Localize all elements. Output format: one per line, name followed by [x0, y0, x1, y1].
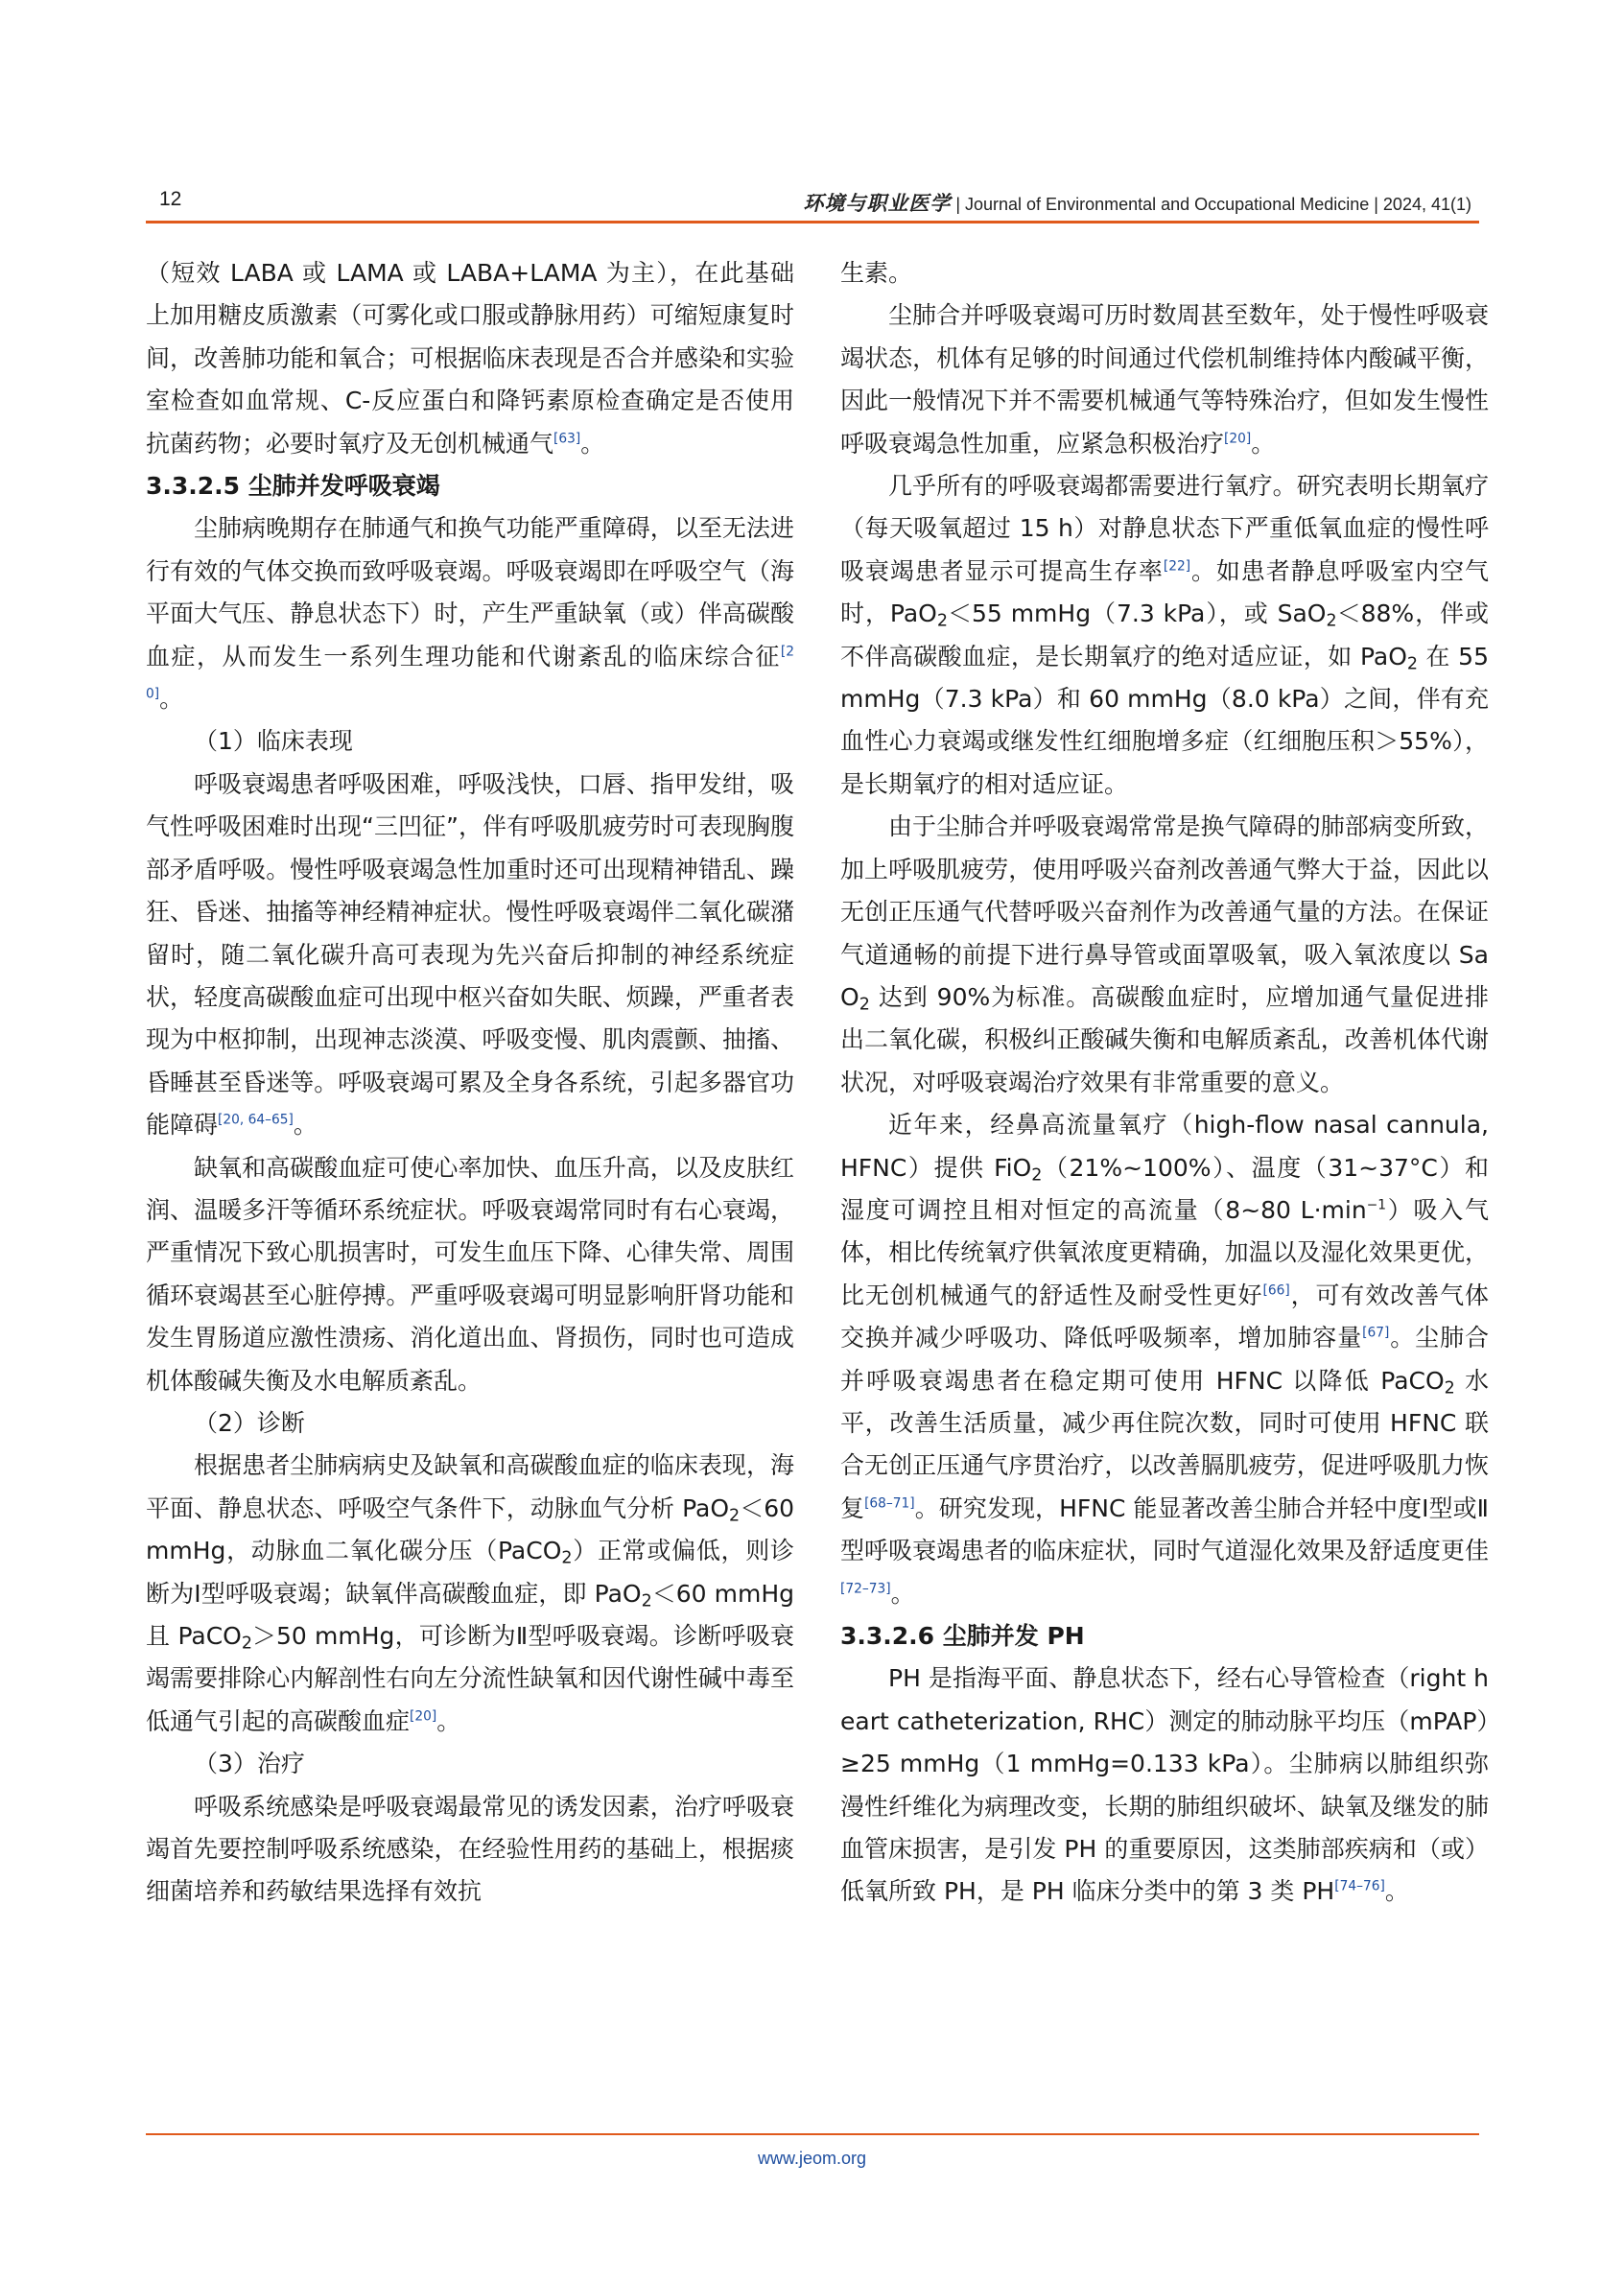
- text-run: PH 是指海平面、静息状态下，经右心导管检查（right heart catheterization, RHC）测定的肺动脉平均压（mPAP）≥25 mmHg（1 mmHg=0.133 kPa）。尘肺病以肺组织弥漫性纤维化为病理改变，长期的肺组织破坏、缺氧及继发的肺血管床损害，是引发 PH 的重要原因，这类肺部疾病和（或）低氧所致 PH，是 PH 临床分类中的第 3 类 PH: [840, 1664, 1489, 1906]
- citation-ref: [74–76]: [1334, 1878, 1385, 1894]
- text-run: 。: [1251, 429, 1276, 458]
- text-run: 生素。: [840, 259, 913, 287]
- paragraph: [146, 1786, 794, 1914]
- paragraph: [146, 507, 794, 720]
- text-run: 在 55 mmHg（7.3 kPa）和 60 mmHg（8.0 kPa）之间，伴有充血性心力衰竭或继发性红细胞增多症（红细胞压积＞55%），是长期氧疗的相对适应证。: [840, 642, 1489, 798]
- text-run: 呼吸衰竭患者呼吸困难，呼吸浅快，口唇、指甲发绀，吸气性呼吸困难时出现“三凹征”，伴有呼吸肌疲劳时可表现胸腹部矛盾呼吸。慢性呼吸衰竭急性加重时还可出现精神错乱、躁狂、昏迷、抽搐等神经精神症状。慢性呼吸衰竭伴二氧化碳潴留时，随二氧化碳升高可表现为先兴奋后抑制的神经系统症状，轻度高碳酸血症可出现中枢兴奋如失眠、烦躁，严重者表现为中枢抑制，出现神志淡漠、呼吸变慢、肌肉震颤、抽搐、昏睡甚至昏迷等。呼吸衰竭可累及全身各系统，引起多器官功能障碍: [146, 769, 794, 1140]
- text-run: 。: [159, 685, 184, 714]
- subscript: 2: [1031, 1164, 1043, 1185]
- text-run: 。: [890, 1579, 915, 1608]
- journal-title-en: | Journal of Environmental and Occupational Medicine | 2024, 41(1): [951, 195, 1471, 214]
- text-run: ，可有效改善气体交换并减少呼吸功、降低呼吸频率，增加肺容量: [840, 1281, 1489, 1352]
- paragraph: [146, 1445, 794, 1743]
- text-run: ）正常或偏低，则诊断为Ⅰ型呼吸衰竭；缺氧伴高碳酸血症，即 PaO: [146, 1537, 794, 1608]
- text-run: ＞50 mmHg，可诊断为Ⅱ型呼吸衰竭。诊断呼吸衰竭需要排除心内解剖性右向左分流性缺氧和因代谢性碱中毒至低通气引起的高碳酸血症: [146, 1622, 794, 1735]
- text-run: 达到 90%为标准。高碳酸血症时，应增加通气量促进排出二氧化碳，积极纠正酸碱失衡和电解质紊乱，改善机体代谢状况，对呼吸衰竭治疗效果有非常重要的意义。: [840, 982, 1489, 1096]
- text-run: 呼吸系统感染是呼吸衰竭最常见的诱发因素，治疗呼吸衰竭首先要控制呼吸系统感染，在经验性用药的基础上，根据痰细菌培养和药敏结果选择有效抗: [146, 1792, 794, 1906]
- text-run: 水平，改善生活质量，减少再住院次数，同时可使用 HFNC 联合无创正压通气序贯治疗，以改善膈肌疲劳，促进呼吸肌力恢复: [840, 1366, 1489, 1522]
- text-run: 。: [580, 429, 605, 458]
- text-run: 根据患者尘肺病病史及缺氧和高碳酸血症的临床表现，海平面、静息状态、呼吸空气条件下，动脉血气分析 PaO: [146, 1451, 794, 1522]
- text-run: 。研究发现，HFNC 能显著改善尘肺合并轻中度Ⅰ型或Ⅱ型呼吸衰竭患者的临床症状，同时气道湿化效果及舒适度更佳: [840, 1493, 1489, 1565]
- text-run: ＜60 mmHg 且 PaCO: [146, 1579, 794, 1650]
- text-run: 。尘肺合并呼吸衰竭患者在稳定期可使用 HFNC 以降低 PaCO: [840, 1324, 1489, 1395]
- citation-ref: [66]: [1262, 1282, 1290, 1299]
- paragraph: [840, 1658, 1489, 1913]
- header-rule: [146, 221, 1479, 223]
- subscript: 2: [1444, 1377, 1455, 1398]
- section-heading: 3.3.2.6 尘肺并发 PH: [840, 1622, 1085, 1650]
- subscript: 2: [859, 995, 870, 1015]
- paragraph: [840, 252, 1489, 294]
- citation-ref: [63]: [553, 431, 581, 446]
- subscript: 2: [1326, 611, 1337, 631]
- citation-ref: [20]: [1224, 431, 1252, 446]
- subscript: 2: [241, 1634, 252, 1654]
- citation-ref: [20]: [410, 1708, 437, 1725]
- paragraph: [146, 1147, 794, 1402]
- text-run: 近年来，经鼻高流量氧疗（high-flow nasal cannula, HFNC）提供 FiO: [840, 1111, 1489, 1182]
- text-run: 。: [293, 1111, 318, 1140]
- page-header: [146, 184, 1479, 223]
- text-run: 尘肺病晚期存在肺通气和换气功能严重障碍，以至无法进行有效的气体交换而致呼吸衰竭。呼吸衰竭即在呼吸空气（海平面大气压、静息状态下）时，产生严重缺氧（或）伴高碳酸血症，从而发生一系列生理功能和代谢紊乱的临床综合征: [146, 514, 794, 670]
- subsection-label: （2）诊断: [194, 1408, 305, 1437]
- subsection-label: （3）治疗: [194, 1750, 305, 1778]
- text-run: 。如患者静息呼吸室内空气时，PaO: [840, 556, 1489, 628]
- text-run: 由于尘肺合并呼吸衰竭常常是换气障碍的肺部病变所致，加上呼吸肌疲劳，使用呼吸兴奋剂改善通气弊大于益，因此以无创正压通气代替呼吸兴奋剂作为改善通气量的方法。在保证气道通畅的前提下进行鼻导管或面罩吸氧，吸入氧浓度以 SaO: [840, 812, 1489, 1011]
- left-column: [146, 252, 794, 1914]
- subscript: 2: [641, 1590, 652, 1611]
- subsection-label: （1）临床表现: [194, 727, 353, 756]
- text-run: ＜88%，伴或不伴高碳酸血症，是长期氧疗的绝对适应证，如 PaO: [840, 600, 1490, 670]
- journal-header: [803, 188, 1471, 217]
- text-run: 尘肺合并呼吸衰竭可历时数周甚至数年，处于慢性呼吸衰竭状态，机体有足够的时间通过代偿机制维持体内酸碱平衡，因此一般情况下并不需要机械通气等特殊治疗，但如发生慢性呼吸衰竭急性加重，应紧急积极治疗: [840, 301, 1489, 458]
- footer-rule: [146, 2133, 1479, 2135]
- paragraph: [146, 764, 794, 1147]
- superscript: −1: [1366, 1197, 1386, 1213]
- paragraph: [840, 465, 1489, 806]
- subscript: 2: [729, 1506, 741, 1526]
- citation-ref: [22]: [1163, 558, 1191, 575]
- subscript: 2: [1406, 654, 1419, 674]
- citation-ref: [20]: [146, 644, 794, 702]
- text-run: ＜55 mmHg（7.3 kPa），或 SaO: [948, 600, 1327, 628]
- citation-ref: [20, 64–65]: [218, 1112, 294, 1128]
- subscript: 2: [561, 1548, 573, 1568]
- text-run: （21%~100%）、温度（31~37°C）和湿度可调控且相对恒定的高流量（8~80 L·min: [840, 1153, 1490, 1224]
- journal-title-cn: 环境与职业医学: [803, 191, 952, 215]
- text-run: （短效 LABA 或 LAMA 或 LABA+LAMA 为主），在此基础上加用糖皮质激素（可雾化或口服或静脉用药）可缩短康复时间，改善肺功能和氧合；可根据临床表现是否合并感染和实验室检查如血常规、C-反应蛋白和降钙素原检查确定是否使用抗菌药物；必要时氧疗及无创机械通气: [146, 259, 794, 458]
- paragraph: [840, 806, 1489, 1104]
- section-heading: 3.3.2.5 尘肺并发呼吸衰竭: [146, 472, 440, 501]
- paragraph: [840, 294, 1489, 465]
- paragraph: [840, 1104, 1489, 1615]
- text-run: ）吸入气体，相比传统氧疗供氧浓度更精确，加温以及湿化效果更优，比无创机械通气的舒适性及耐受性更好: [840, 1195, 1489, 1309]
- text-run: ＜60 mmHg，动脉血二氧化碳分压（PaCO: [146, 1493, 794, 1565]
- citation-ref: [72–73]: [840, 1580, 891, 1596]
- text-run: 。: [436, 1706, 461, 1735]
- footer-url[interactable]: www.jeom.org: [757, 2149, 867, 2168]
- text-run: 。: [1384, 1877, 1409, 1906]
- text-run: 缺氧和高碳酸血症可使心率加快、血压升高，以及皮肤红润、温暖多汗等循环系统症状。呼吸衰竭常同时有右心衰竭，严重情况下致心肌损害时，可发生血压下降、心律失常、周围循环衰竭甚至心脏停搏。严重呼吸衰竭可明显影响肝肾功能和发生胃肠道应激性溃疡、消化道出血、肾损伤，同时也可造成机体酸碱失衡及水电解质紊乱。: [146, 1153, 794, 1395]
- text-run: 几乎所有的呼吸衰竭都需要进行氧疗。研究表明长期氧疗（每天吸氧超过 15 h）对静息状态下严重低氧血症的慢性呼吸衰竭患者显示可提高生存率: [840, 472, 1489, 585]
- citation-ref: [67]: [1362, 1325, 1390, 1341]
- paragraph: [146, 252, 794, 465]
- right-column: [840, 252, 1489, 1914]
- subscript: 2: [936, 611, 948, 631]
- citation-ref: [68–71]: [864, 1495, 915, 1512]
- page-number: 12: [159, 188, 182, 210]
